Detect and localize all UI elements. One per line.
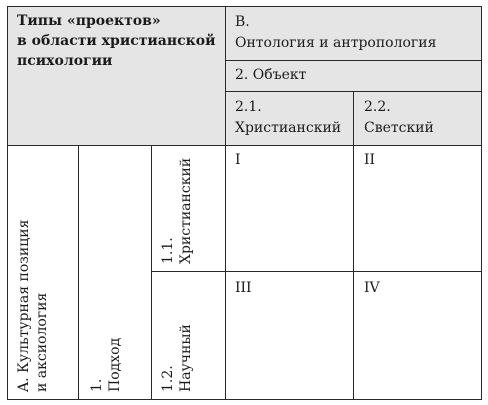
object-row-label: 2. Объект xyxy=(235,67,307,83)
quadrant-1 xyxy=(225,145,354,272)
header-title-line-3: психологии xyxy=(17,53,113,69)
row-header-christian-label xyxy=(159,158,195,264)
approach-label xyxy=(88,338,124,392)
quadrant-2-label: II xyxy=(364,152,376,168)
column-group-label-2: Онтология и антропология xyxy=(235,35,437,51)
header-title-line-1: Типы «проектов» xyxy=(17,13,161,29)
row-group-label xyxy=(15,220,51,392)
row-group-label-line-2: и аксиология xyxy=(34,292,50,392)
row-header-christian-num: 1.1. xyxy=(160,237,176,264)
quadrant-3-label: III xyxy=(235,280,252,296)
approach-name: Подход xyxy=(107,337,123,392)
quadrant-4-label: IV xyxy=(364,280,380,296)
row-header-scientific-label xyxy=(159,324,195,392)
row-header-christian-name: Христианский xyxy=(178,157,194,264)
column-group-label-1: B. xyxy=(235,14,250,30)
quadrant-1-label: I xyxy=(235,152,241,168)
row-group-label-line-1: A. Культурная позиция xyxy=(16,219,32,392)
row-header-scientific-num: 1.2. xyxy=(160,365,176,392)
column-header-secular-name: Светский xyxy=(364,120,434,136)
header-title-line-2: в области христианской xyxy=(17,33,216,49)
column-header-secular-num: 2.2. xyxy=(364,99,391,115)
approach-num: 1. xyxy=(89,378,105,392)
column-header-christian-name: Христианский xyxy=(235,120,342,136)
column-header-christian-num: 2.1. xyxy=(235,99,262,115)
row-header-scientific-name: Научный xyxy=(178,324,194,392)
